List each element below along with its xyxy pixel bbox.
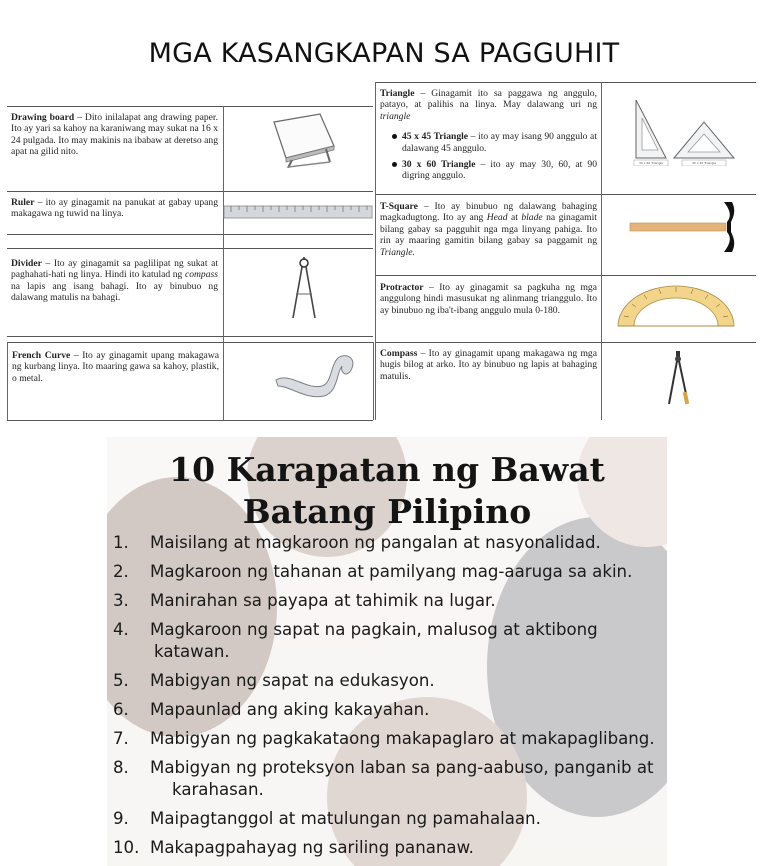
triangle-icon [630, 96, 738, 166]
list-item: 2. Magkaroon ng tahanan at pamilyang mag-aaruga sa akin. [113, 562, 633, 581]
table-rule [7, 342, 373, 343]
tool-divider [11, 258, 218, 304]
tool-name: Ruler [11, 197, 35, 208]
list-item: 9. Maipagtanggol at matulungan ng pamahalaan. [113, 809, 541, 828]
triangle-caption-left: 30 x 60 Triangle [638, 161, 664, 165]
tool-description-em: Head [486, 212, 508, 224]
list-item: 1. Maisilang at magkaroon ng pangalan at nasyonalidad. [113, 533, 601, 552]
tool-description-em: compass [184, 269, 218, 281]
tool-name: Divider [11, 258, 42, 269]
protractor-icon [614, 282, 738, 332]
list-item: 5. Mabigyan ng sapat na edukasyon. [113, 671, 435, 690]
tool-description: – Ito ay ginagamit upang makagawa ng mga hugis bilog at arko. Ito ay binubuo ng lapis at bahaging matulis. [380, 348, 597, 382]
triangle-caption-right: 45 x 45 Triangle [691, 161, 717, 165]
list-item: 4. Magkaroon ng sapat na pagkain, malusog at aktibong katawan. [113, 620, 598, 661]
tool-description: – Ito ay ginagamit upang makagawa ng kurbang linya. Ito maaring gawa sa kahoy, plastik, o metal. [12, 350, 219, 384]
tool-description-em: Triangle. [380, 246, 415, 258]
table-rule [375, 342, 756, 343]
tool-name: Compass [380, 348, 418, 359]
tool-name: French Curve [12, 350, 71, 361]
list-item: 10. Makapagpahayag ng sariling pananaw. [113, 838, 474, 857]
table-rule [7, 191, 373, 192]
list-item: 3. Manirahan sa payapa at tahimik na lugar. [113, 591, 496, 610]
tool-name: T-Square [380, 201, 418, 212]
list-item: 7. Mabigyan ng pagkakataong makapaglaro at makapaglibang. [113, 729, 655, 748]
compass-icon [664, 350, 694, 408]
tool-name: Protractor [380, 282, 424, 293]
table-rule [7, 420, 373, 421]
tool-description: na ginagamit bilang gabay sa pagguhit nga mga linyang pahiga. Ito rin ay maaring gamitin bilang gabay sa paggamit ng [380, 212, 597, 247]
tool-name: Triangle [380, 88, 415, 99]
tool-name: Drawing board [11, 112, 75, 123]
table-rule [375, 194, 756, 195]
table-rule [375, 82, 756, 83]
page-title: MGA KASANGKAPAN SA PAGGUHIT [148, 38, 620, 69]
list-item: 30 x 60 Triangle – ito ay may 30, 60, at 90 digring anggulo. [392, 159, 597, 182]
tool-protractor [380, 282, 597, 316]
table-rule [601, 82, 602, 420]
table-rule [7, 234, 373, 235]
table-rule [7, 336, 373, 337]
table-rule [375, 82, 376, 420]
poster-title-line-2: Batang Pilipino [242, 492, 532, 531]
poster-title-line-1: 10 Karapatan ng Bawat [169, 450, 605, 489]
french-curve-icon [272, 352, 358, 398]
t-square-icon [628, 200, 740, 254]
rights-list [113, 532, 667, 866]
triangle-types-list [380, 131, 597, 182]
tool-t-square: T-Square – Ito ay binubuo ng dalawang bahaging magkadugtong. Ito ay ang Head at blade na ginagamit bilang gabay sa pagguhit nga mga linyang pahiga. Ito rin ay maaring gamitin bilang gabay sa paggamit ng Triangle. [380, 201, 597, 258]
tool-drawing-board [11, 112, 218, 158]
tool-description-em: triangle [380, 110, 411, 122]
list-item: 8. Mabigyan ng proteksyon laban sa pang-aabuso, panganib at karahasan. [113, 758, 654, 799]
divider-icon [286, 256, 322, 320]
table-rule [223, 106, 224, 420]
drawing-board-icon [268, 112, 338, 168]
list-item: 45 x 45 Triangle – ito ay may isang 90 anggulo at dalawang 45 anggulo. [392, 131, 597, 154]
table-rule [7, 342, 8, 420]
table-rule [7, 106, 373, 107]
tool-compass [380, 348, 597, 382]
table-rule [7, 248, 373, 249]
tool-description: – Ito ay ginagamit sa paglilipat ng sukat at paghahati-hati ng linya. Hindi ito katulad ng [11, 258, 218, 281]
tool-description: – Dito inilalapat ang drawing paper. Ito ay yari sa kahoy na karaniwang may sukat na 16 x 24 pulgada. Ito may makinis na ibabaw at deretso ang apat na gilid nito. [11, 112, 218, 158]
tool-description-em: blade [521, 212, 543, 224]
tool-description: na lapis ang isang bahagi. Ito ay binubuo ng dalawang matulis na bahagi. [11, 280, 218, 304]
rights-poster [107, 437, 667, 866]
tool-triangle [380, 88, 597, 187]
tool-description: – Ginagamit ito sa paggawa ng anggulo, patayo, at palihis na linya. May dalawang uri ng [380, 88, 597, 111]
ruler-icon [223, 204, 373, 220]
list-item: 6. Mapaunlad ang aking kakayahan. [113, 700, 430, 719]
tool-ruler [11, 197, 218, 220]
tool-description: – Ito ay binubuo ng dalawang bahaging magkadugtong. Ito ay ang [380, 201, 597, 224]
tool-description: – Ito ay ginagamit sa pagkuha ng mga anggulong hindi masusukat ng alinmang trianggulo. Ito ay binubuo ng iba't-ibang anggulo mula 0-180. [380, 282, 597, 316]
table-rule [373, 342, 374, 420]
tool-french-curve [12, 350, 219, 384]
tool-description: – ito ay ginagamit na panukat at gabay upang makagawa ng tuwid na linya. [11, 197, 218, 220]
table-rule [375, 275, 756, 276]
